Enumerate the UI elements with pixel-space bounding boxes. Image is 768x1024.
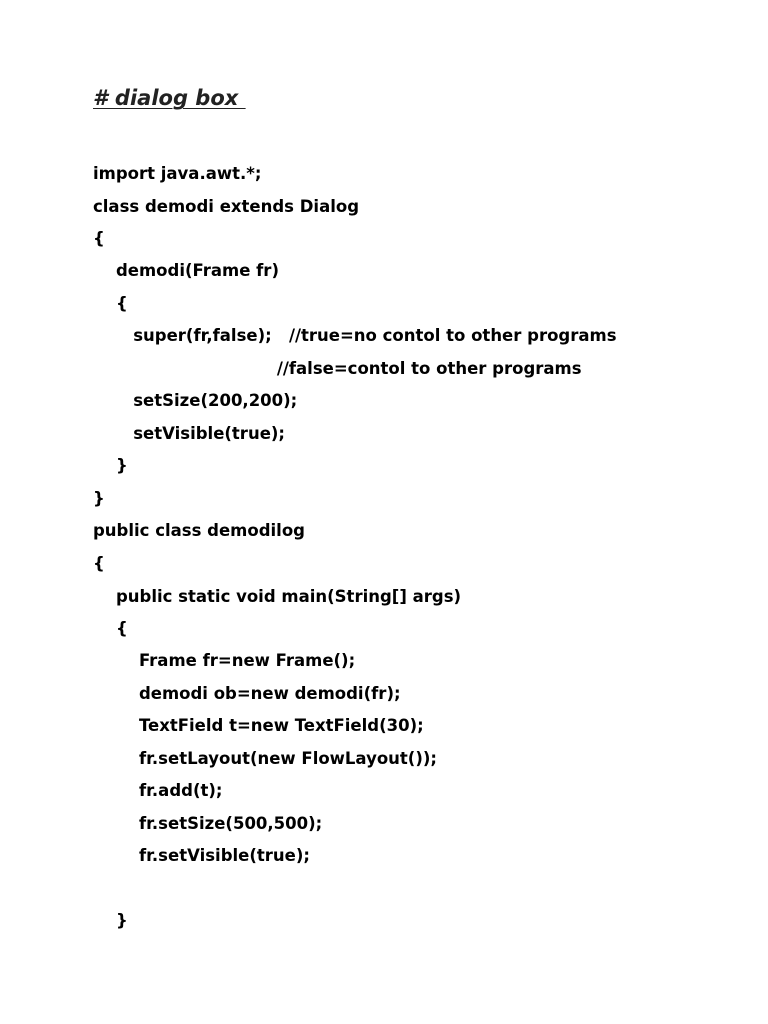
code-line: { <box>93 554 105 573</box>
code-line: Frame fr=new Frame(); <box>93 651 356 670</box>
code-line: public class demodilog <box>93 521 305 540</box>
code-line: { <box>93 294 128 313</box>
code-line: import java.awt.*; <box>93 164 262 183</box>
code-line: } <box>93 911 128 930</box>
code-line: demodi(Frame fr) <box>93 261 279 280</box>
code-line: //false=contol to other programs <box>93 359 582 378</box>
code-line: class demodi extends Dialog <box>93 197 360 216</box>
code-line: public static void main(String[] args) <box>93 587 462 606</box>
code-line: super(fr,false); //true=no contol to other programs <box>93 326 617 345</box>
code-line: fr.add(t); <box>93 781 223 800</box>
code-line: setSize(200,200); <box>93 391 298 410</box>
code-line: demodi ob=new demodi(fr); <box>93 684 401 703</box>
code-line: fr.setSize(500,500); <box>93 814 323 833</box>
code-line: { <box>93 229 105 248</box>
code-line: fr.setLayout(new FlowLayout()); <box>93 749 438 768</box>
document-heading: # dialog box <box>93 86 246 110</box>
code-line: } <box>93 489 105 508</box>
code-line: fr.setVisible(true); <box>93 846 310 865</box>
code-line: setVisible(true); <box>93 424 286 443</box>
code-line: TextField t=new TextField(30); <box>93 716 424 735</box>
code-line: { <box>93 619 128 638</box>
code-line: } <box>93 456 128 475</box>
